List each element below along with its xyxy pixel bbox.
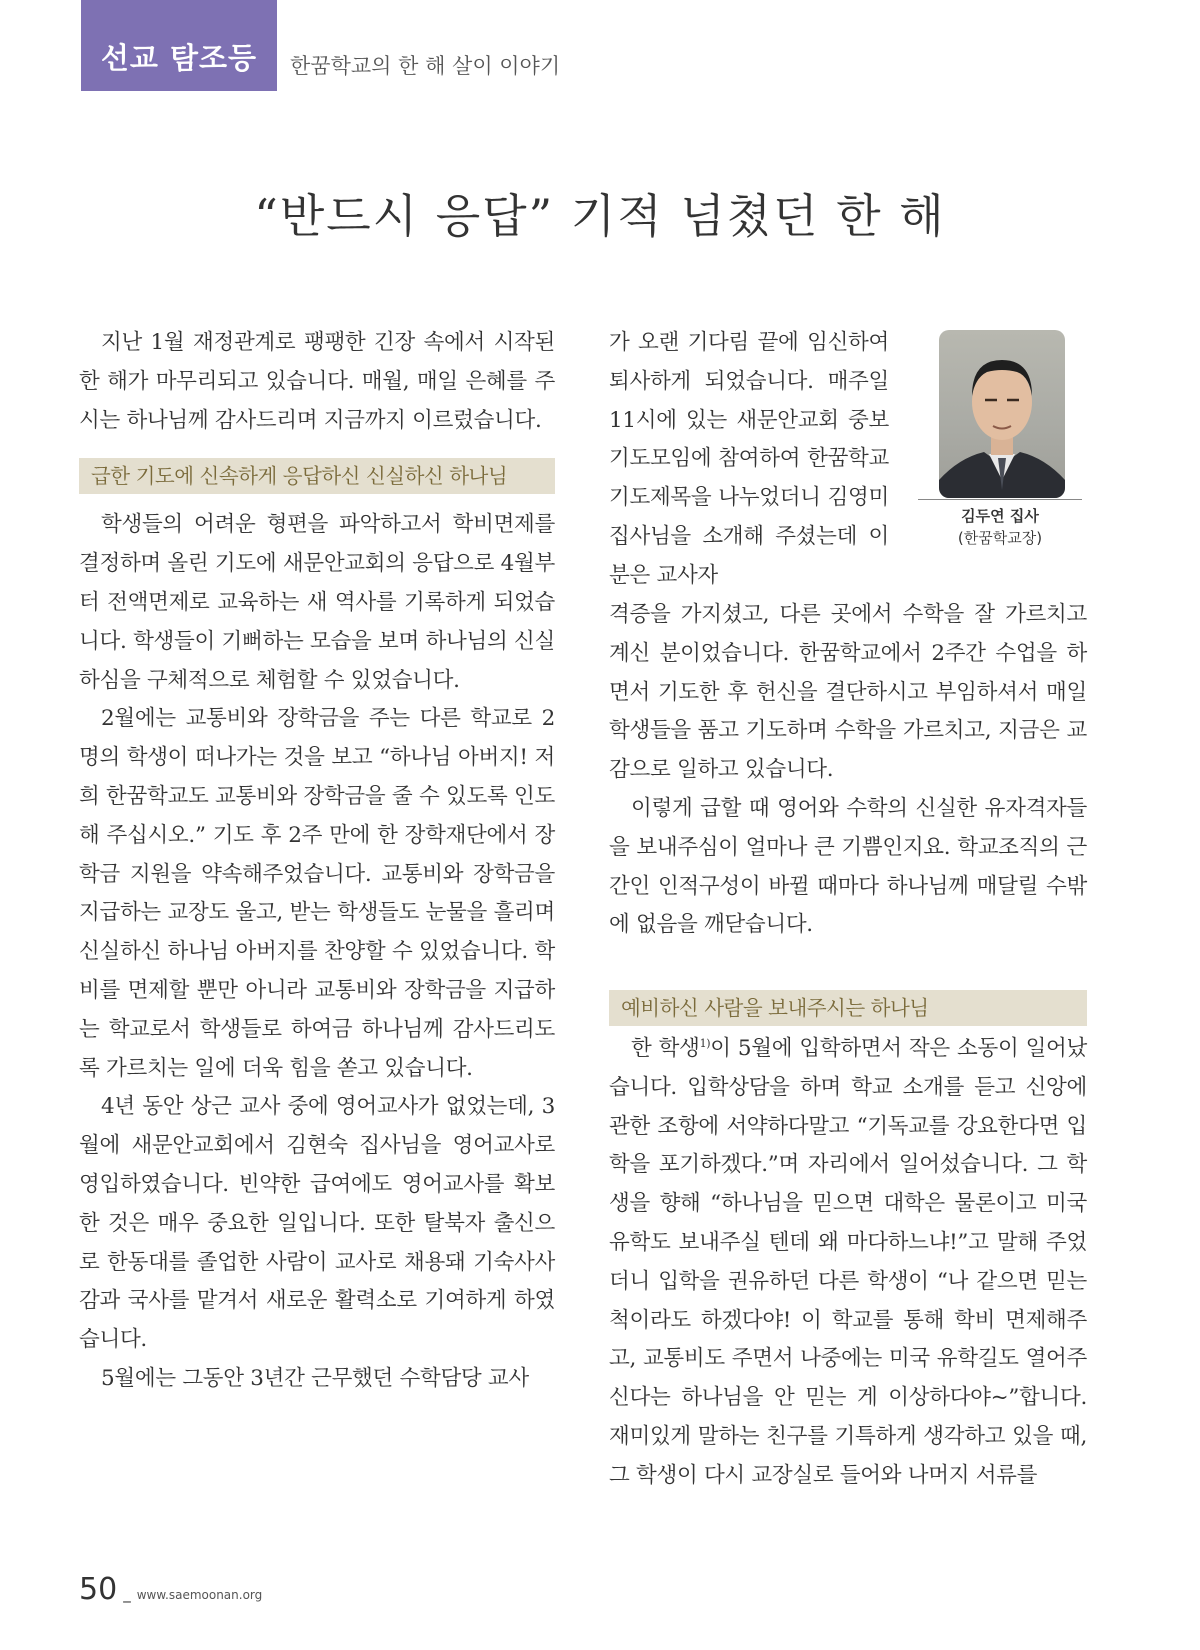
right-column-middle <box>609 596 1087 945</box>
portrait-image <box>939 330 1065 498</box>
author-photo <box>939 330 1065 498</box>
paragraph-2: 2월에는 교통비와 장학금을 주는 다른 학교로 2명의 학생이 떠나가는 것을 보고 “하나님 아버지! 저희 한꿈학교도 교통비와 장학금을 줄 수 있도록 인도해 주십시오.” 기도 후 2주 만에 한 장학재단에서 장학금 지원을 약속해주었습니다. 교통비와 장학금을 지급하는 교장도 울고, 받는 학생들도 눈물을 흘리며 신실하신 하나님 아버지를 찬양할 수 있었습니다. 학비를 면제할 뿐만 아니라 교통비와 장학금을 지급하는 학교로서 학생들로 하여금 하나님께 감사드리도록 가르치는 일에 더욱 힘을 쏟고 있습니다. <box>79 706 555 1081</box>
paragraph-6-start: 한 학생 <box>631 1036 700 1061</box>
section-subtitle: 한꿈학교의 한 해 살이 이야기 <box>290 54 561 78</box>
page-footer <box>79 1572 262 1607</box>
footnote-marker: 1) <box>699 1036 711 1050</box>
footer-url[interactable]: www.saemoonan.org <box>136 1588 263 1602</box>
photo-caption <box>918 505 1082 549</box>
paragraph-5: 이렇게 급할 때 영어와 수학의 신실한 유자격자들을 보내주심이 얼마나 큰 기쁨인지요. 학교조직의 근간인 인적구성이 바뀔 때마다 하나님께 매달릴 수밖에 없음을 깨닫습니다. <box>609 795 1087 938</box>
caption-divider <box>918 499 1082 500</box>
paragraph-1: 학생들의 어려운 형편을 파악하고서 학비면제를 결정하며 올린 기도에 새문안교회의 응답으로 4월부터 전액면제로 교육하는 새 역사를 기록하게 되었습니다. 학생들이 기뻐하는 모습을 보며 하나님의 신실하심을 구체적으로 체험할 수 있었습니다. <box>79 512 555 693</box>
right-continuation: 격증을 가지셨고, 다른 곳에서 수학을 잘 가르치고 계신 분이었습니다. 한꿈학교에서 2주간 수업을 하면서 기도한 후 헌신을 결단하시고 부임하셔서 매일 학생들을 품고 기도하며 수학을 가르치고, 지금은 교감으로 일하고 있습니다. <box>609 602 1087 783</box>
article-title: “반드시 응답” 기적 넘쳤던 한 해 <box>254 189 946 243</box>
intro-paragraph: 지난 1월 재정관계로 팽팽한 긴장 속에서 시작된 한 해가 마무리되고 있습니다. 매월, 매일 은혜를 주시는 하나님께 감사드리며 지금까지 이르렀습니다. <box>79 330 555 433</box>
author-name: 김두연 집사 <box>961 507 1039 525</box>
section-tag: 선교 탐조등 <box>81 0 277 91</box>
paragraph-3: 4년 동안 상근 교사 중에 영어교사가 없었는데, 3월에 새문안교회에서 김현숙 집사님을 영어교사로 영입하였습니다. 빈약한 급여에도 영어교사를 확보한 것은 매우 중요한 일입니다. 또한 탈북자 출신으로 한동대를 졸업한 사람이 교사로 채용돼 기숙사사감과 국사를 맡겨서 새로운 활력소로 기여하게 하였습니다. <box>79 1094 555 1353</box>
footer-separator: _ <box>123 1585 131 1603</box>
right-column-bottom <box>609 1030 1087 1496</box>
right-column-top <box>609 324 889 596</box>
page-number: 50 <box>79 1572 118 1607</box>
paragraph-6 <box>609 1030 1087 1496</box>
left-column <box>79 324 555 1399</box>
paragraph-6-rest: 이 5월에 입학하면서 작은 소동이 일어났습니다. 입학상담을 하며 학교 소개를 듣고 신앙에 관한 조항에 서약하다말고 “기독교를 강요한다면 입학을 포기하겠다.”며 자리에서 일어섰습니다. 그 학생을 향해 “하나님을 믿으면 대학은 물론이고 미국유학도 보내주실 텐데 왜 마다하느냐!”고 말해 주었더니 입학을 권유하던 다른 학생이 “나 같으면 믿는 척이라도 하겠다야! 이 학교를 통해 학비 면제해주고, 교통비도 주면서 나중에는 미국 유학길도 열어주신다는 하나님을 안 믿는 게 이상하다야~”합니다. 재미있게 말하는 친구를 기특하게 생각하고 있을 때, 그 학생이 다시 교장실로 들어와 나머지 서류를 <box>609 1036 1087 1488</box>
section-heading-2: 예비하신 사람을 보내주시는 하나님 <box>609 990 1087 1026</box>
section-heading-1: 급한 기도에 신속하게 응답하신 신실하신 하나님 <box>79 458 555 494</box>
paragraph-4: 5월에는 그동안 3년간 근무했던 수학담당 교사 <box>101 1365 529 1391</box>
author-role: (한꿈학교장) <box>957 529 1043 547</box>
right-top-text: 가 오랜 기다림 끝에 임신하여 퇴사하게 되었습니다. 매주일 11시에 있는 새문안교회 중보기도모임에 참여하여 한꿈학교 기도제목을 나누었더니 김영미 집사님을 소개해 주셨는데 이분은 교사자 <box>609 330 889 588</box>
